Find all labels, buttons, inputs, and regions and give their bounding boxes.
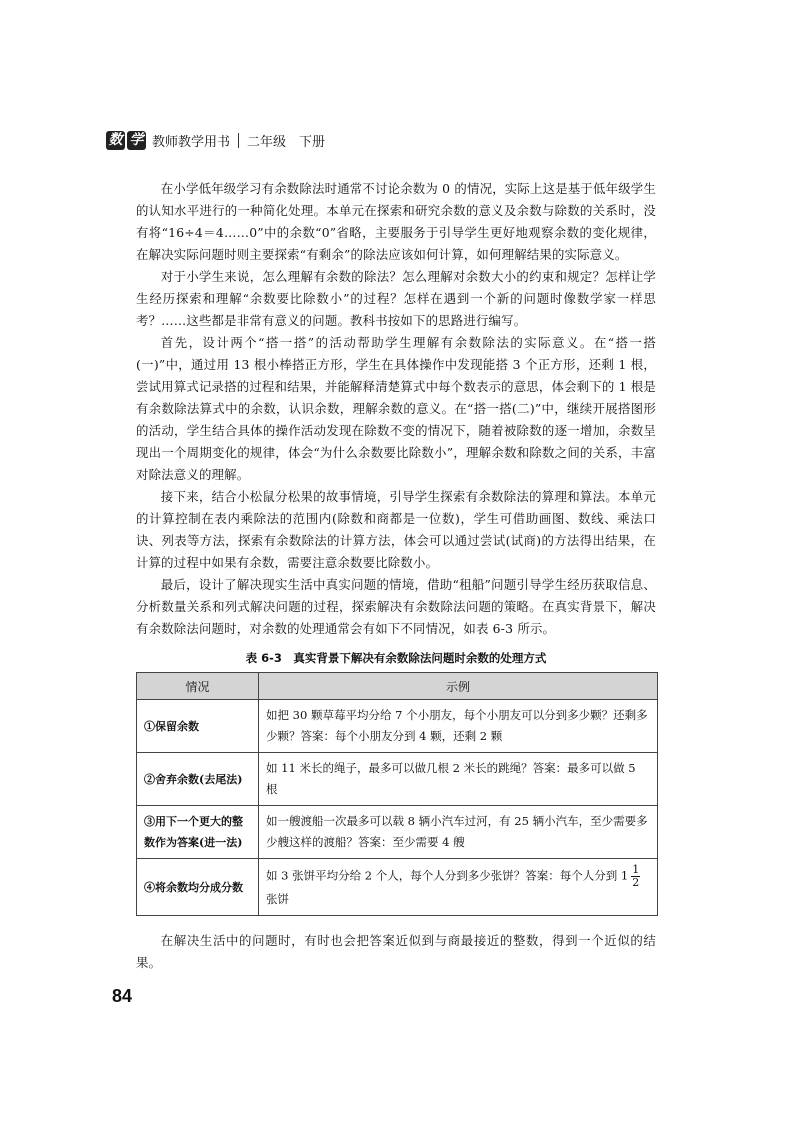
table-row bbox=[137, 753, 658, 806]
remainder-handling-table bbox=[136, 672, 658, 916]
brand-char-2: 学 bbox=[127, 131, 146, 150]
brand-char-1: 数 bbox=[106, 131, 125, 150]
example-text-suffix: 张饼 bbox=[266, 892, 289, 906]
paragraph-5: 最后，设计了解决现实生活中真实问题的情境，借助“租船”问题引导学生经历获取信息、分析数量关系和列式解决问题的过程，探索解决有余数除法问题的策略。在真实背景下，解决有余数除法问题时，对余数的处理通常会有如下不同情况，如表 6-3 所示。 bbox=[136, 577, 656, 636]
book-subtitle: 教师教学用书 bbox=[152, 134, 231, 150]
running-header bbox=[106, 128, 325, 152]
situation-cell: ③用下一个更大的整数作为答案(进一法) bbox=[137, 806, 259, 859]
fraction-numerator: 1 bbox=[632, 863, 640, 876]
example-text-prefix: 如 3 张饼平均分给 2 个人，每个人分到多少张饼？答案：每个人分到 1 bbox=[266, 868, 629, 883]
header-situation: 情况 bbox=[137, 673, 259, 700]
header-example: 示例 bbox=[259, 673, 658, 700]
table-row bbox=[137, 859, 658, 916]
situation-cell: ④将余数均分成分数 bbox=[137, 859, 259, 916]
paragraph-3: 首先，设计两个“搭一搭”的活动帮助学生理解有余数除法的实际意义。在“搭一搭(一)”中，通过用 13 根小棒搭正方形，学生在具体操作中发现能搭 3 个正方形，还剩 1 根，尝试用算式记录搭的过程和结果，并能解释清楚算式中每个数表示的意思，体会剩下的 1 根是有余数除法算式中的余数，认识余数，理解余数的意义。在“搭一搭(二)”中，继续开展搭图形的活动，学生结合具体的操作活动发现在除数不变的情况下，随着被除数的逐一增加，余数呈现出一个周期变化的规律，体会“为什么余数要比除数小”，理解余数和除数之间的关系，丰富对除法意义的理解。 bbox=[136, 335, 656, 482]
example-cell: 如把 30 颗草莓平均分给 7 个小朋友，每个小朋友可以分到多少颗？还剩多少颗？答案：每个小朋友分到 4 颗，还剩 2 颗 bbox=[259, 700, 658, 753]
header-divider bbox=[238, 133, 239, 148]
page-content bbox=[136, 178, 656, 974]
example-cell bbox=[259, 859, 658, 916]
example-cell: 如 11 米长的绳子，最多可以做几根 2 米长的跳绳？答案：最多可以做 5 根 bbox=[259, 753, 658, 806]
closing-paragraph: 在解决生活中的问题时，有时也会把答案近似到与商最接近的整数，得到一个近似的结果。 bbox=[136, 933, 656, 970]
fraction-one-half bbox=[631, 864, 640, 889]
paragraph-1: 在小学低年级学习有余数除法时通常不讨论余数为 0 的情况，实际上这是基于低年级学生的认知水平进行的一种简化处理。本单元在探索和研究余数的意义及余数与除数的关系时，没有将“16÷4＝4……0”中的余数“0”省略，主要服务于引导学生更好地观察余数的变化规律，在解决实际问题时则主要探索“有剩余”的除法应该如何计算，如何理解结果的实际意义。 bbox=[136, 181, 656, 262]
situation-cell: ②舍弃余数(去尾法) bbox=[137, 753, 259, 806]
example-cell: 如一艘渡船一次最多可以载 8 辆小汽车过河，有 25 辆小汽车，至少需要多少艘这样的渡船？答案：至少需要 4 艘 bbox=[259, 806, 658, 859]
paragraph-4: 接下来，结合小松鼠分松果的故事情境，引导学生探索有余数除法的算理和算法。本单元的计算控制在表内乘除法的范围内(除数和商都是一位数)，学生可借助画图、数线、乘法口诀、列表等方法，探索有余数除法的计算方法，体会可以通过尝试(试商)的方法得出结果，在计算的过程中如果有余数，需要注意余数要比除数小。 bbox=[136, 489, 656, 570]
grade-label: 二年级 下册 bbox=[247, 134, 326, 150]
page-number: 84 bbox=[112, 986, 133, 1006]
fraction-denominator: 2 bbox=[632, 876, 640, 889]
table-caption: 表 6-3 真实背景下解决有余数除法问题时余数的处理方式 bbox=[245, 651, 547, 665]
table-row bbox=[137, 806, 658, 859]
book-brand-logo bbox=[106, 131, 148, 150]
table-header-row bbox=[137, 673, 658, 700]
paragraph-2: 对于小学生来说，怎么理解有余数的除法？怎么理解对余数大小的约束和规定？怎样让学生经历探索和理解“余数要比除数小”的过程？怎样在遇到一个新的问题时像数学家一样思考？……这些都是非常有意义的问题。教科书按如下的思路进行编写。 bbox=[136, 269, 656, 328]
situation-cell: ①保留余数 bbox=[137, 700, 259, 753]
table-row bbox=[137, 700, 658, 753]
